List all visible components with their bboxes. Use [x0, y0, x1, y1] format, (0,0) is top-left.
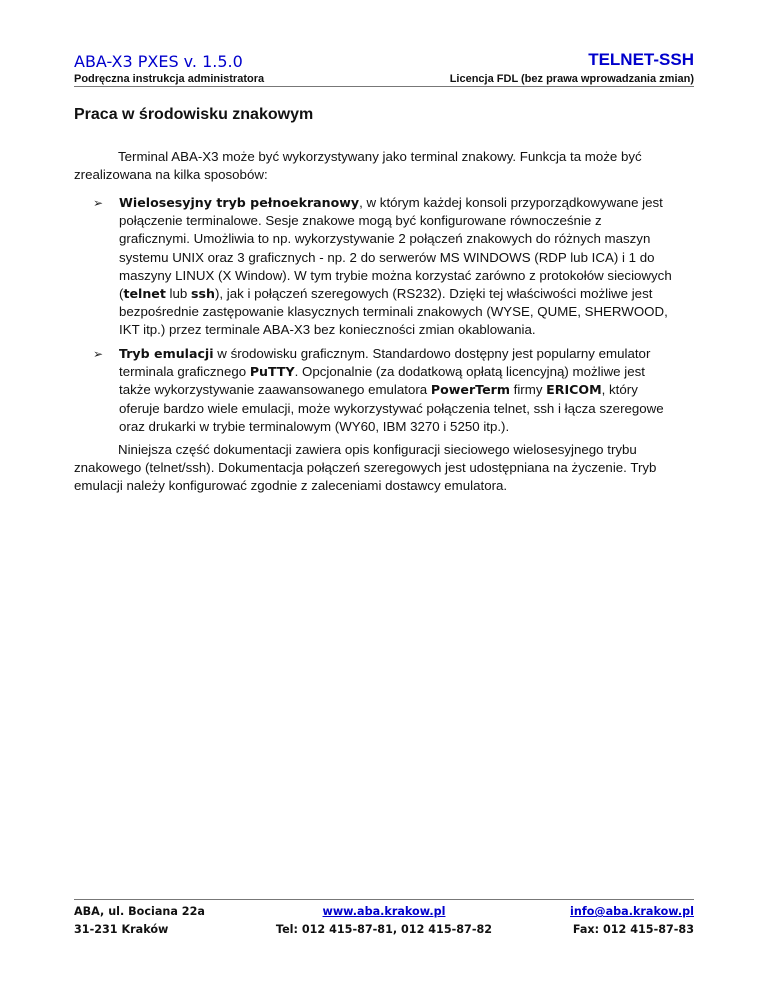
bullet-text: w środowisku graficznym. Standardowo dostępny jest popularny emulator terminala graficznego: [119, 346, 651, 380]
email-link[interactable]: info@aba.krakow.pl: [570, 905, 694, 918]
closing-paragraph: [74, 441, 674, 496]
license-note: Licencja FDL (bez prawa wprowadzania zmian): [449, 73, 694, 85]
keyword-ericom: ERICOM: [546, 382, 602, 398]
website-link[interactable]: www.aba.krakow.pl: [322, 905, 446, 918]
keyword-telnet: telnet: [123, 286, 166, 302]
header-divider: [74, 86, 694, 87]
keyword-putty: PuTTY: [249, 364, 295, 380]
intro-paragraph: [74, 148, 674, 184]
document-subtitle: Podręczna instrukcja administratora: [74, 73, 265, 85]
footer-address-city: 31-231 Kraków: [74, 923, 169, 936]
closing-text: Niniejsza część dokumentacji zawiera opis konfiguracji sieciowego wielosesyjnego trybu znakowego (telnet/ssh). Dokumentacja połączeń szeregowych jest udostępniana na życzenie. Tryb emulacji należy konfigurować zgodnie z zaleceniami dostawcy emulatora.: [74, 442, 657, 494]
bullet-lead: Wielosesyjny tryb pełnoekranowy: [119, 195, 360, 210]
list-item: [119, 194, 674, 340]
section-heading: Praca w środowisku znakowym: [74, 106, 314, 123]
document-title: ABA-X3 PXES v. 1.5.0: [74, 52, 243, 71]
bullet-text: lub: [165, 286, 191, 302]
arrow-bullet-icon: ➢: [93, 347, 104, 361]
keyword-ssh: ssh: [190, 286, 215, 302]
footer-divider: [74, 899, 694, 900]
intro-text: Terminal ABA-X3 może być wykorzystywany jako terminal znakowy. Funkcja ta może być zrealizowana na kilka sposobów:: [74, 149, 642, 183]
bullet-lead: Tryb emulacji: [119, 346, 214, 361]
list-item: [119, 345, 674, 436]
chapter-title: TELNET-SSH: [588, 50, 694, 69]
arrow-bullet-icon: ➢: [93, 196, 104, 210]
footer-fax: Fax: 012 415-87-83: [572, 923, 694, 936]
bullet-text: , w którym każdej konsoli przyporządkowywane jest połączenie terminalowe. Sesje znakowe mogą być konfigurowane równocześnie z graficznymi. Umożliwia to np. wykorzystywanie 2 połączeń znakowych do różnych maszyn systemu UNIX oraz 3 graficznych - np. 2 do serwerów MS WINDOWS (RDP lub ICA) i 1 do maszyny LINUX (X Window). W tym trybie można korzystać zarówno z protokołów sieciowych (: [119, 195, 672, 302]
bullet-text: ), jak i połączeń szeregowych (RS232). Dzięki tej właściwości możliwe jest bezpośrednie zastępowanie klasycznych terminali znakowych (WYSE, QUME, SHERWOOD, IKT itp.) przez terminale ABA-X3 bez konieczności zmian okablowania.: [119, 286, 668, 338]
keyword-powerterm: PowerTerm: [430, 382, 510, 398]
bullet-text: . Opcjonalnie (za dodatkową opłatą licencyjną) możliwe jest także wykorzystywanie zaawansowanego emulatora: [119, 364, 645, 398]
bullet-text: , który oferuje bardzo wiele emulacji, może wykorzystywać połączenia telnet, ssh i łącza szeregowe oraz drukarki w trybie terminalowym (WY60, IBM 3270 i 5250 itp.).: [119, 382, 664, 434]
footer-address-street: ABA, ul. Bociana 22a: [74, 905, 205, 918]
footer-phone: Tel: 012 415-87-81, 012 415-87-82: [275, 923, 493, 936]
bullet-text: firmy: [509, 382, 547, 398]
